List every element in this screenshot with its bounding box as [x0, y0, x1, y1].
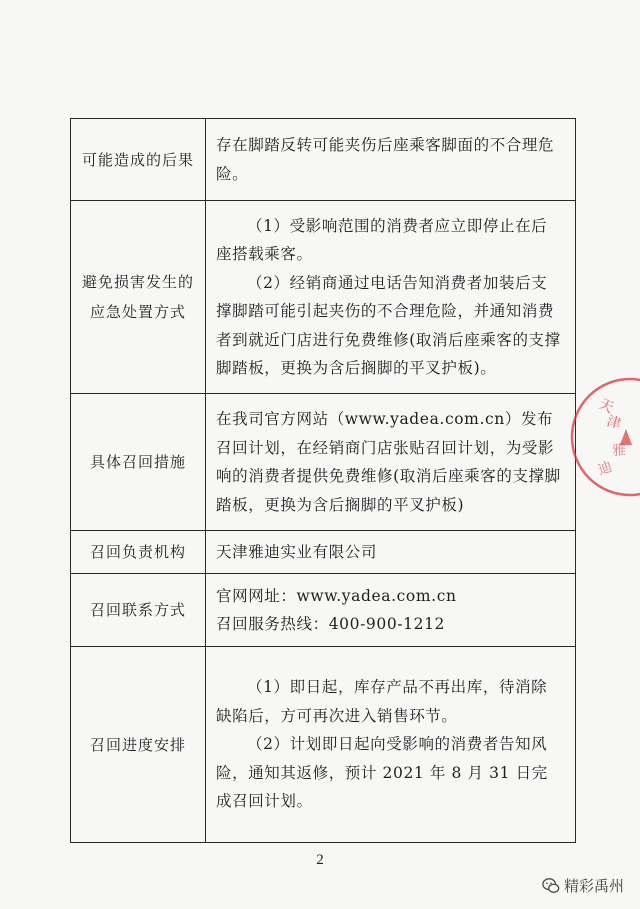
row-line: （1）受影响范围的消费者应立即停止在后座搭载乘客。	[216, 216, 548, 263]
row-line: （1）即日起，库存产品不再出库，待消除缺陷后，方可再次进入销售环节。	[216, 678, 548, 725]
row-label-text: 避免损害发生的应急处置方式	[81, 273, 194, 321]
table-row	[71, 119, 576, 201]
table-row	[71, 394, 576, 531]
svg-text:雅: 雅	[612, 443, 626, 459]
row-line: 在我司官方网站（www.yadea.com.cn）发布召回计划，在经销商门店张贴召回计划，为受影响的消费者提供免费维修(取消后座乘客的支撑脚踏板，更换为含后搁脚的平叉护板)	[216, 410, 561, 514]
watermark-text: 精彩禹州	[563, 877, 624, 895]
watermark	[542, 875, 624, 896]
row-line: （2）经销商通过电话告知消费者加装后支撑脚踏可能引起夹伤的不合理危险，并通知消费者到就近门店进行免费维修(取消后座乘客的支撑脚踏板，更换为含后搁脚的平叉护板)。	[216, 273, 561, 377]
row-value	[206, 394, 576, 531]
row-line: 天津雅迪实业有限公司	[216, 542, 378, 561]
row-line: 官网网址：www.yadea.com.cn	[216, 586, 457, 605]
svg-text:津: 津	[604, 413, 623, 433]
row-value	[206, 119, 576, 201]
row-line: （2）计划即日起向受影响的消费者告知风险，通知其返修，预计 2021 年 8 月 31 日完成召回计划。	[216, 735, 548, 811]
row-value	[206, 201, 576, 394]
svg-text:迪: 迪	[595, 458, 615, 479]
row-label: 召回进度安排	[71, 647, 206, 843]
company-seal-stamp	[560, 375, 640, 505]
table-row	[71, 574, 576, 647]
table-row	[71, 531, 576, 574]
row-label: 可能造成的后果	[71, 119, 206, 201]
row-value	[206, 647, 576, 843]
row-line: 召回服务热线：400-900-1212	[216, 615, 445, 633]
page-number: 2	[316, 852, 324, 868]
wechat-icon	[542, 877, 560, 895]
row-label: 召回联系方式	[71, 574, 206, 647]
table-row	[71, 201, 576, 394]
row-label	[71, 201, 206, 394]
row-value	[206, 574, 576, 647]
row-label: 具体召回措施	[71, 394, 206, 531]
row-label: 召回负责机构	[71, 531, 206, 574]
table-row	[71, 647, 576, 843]
row-value	[206, 531, 576, 574]
recall-info-table	[70, 118, 576, 843]
svg-text:天: 天	[596, 396, 616, 417]
row-line: 存在脚踏反转可能夹伤后座乘客脚面的不合理危险。	[216, 136, 555, 183]
